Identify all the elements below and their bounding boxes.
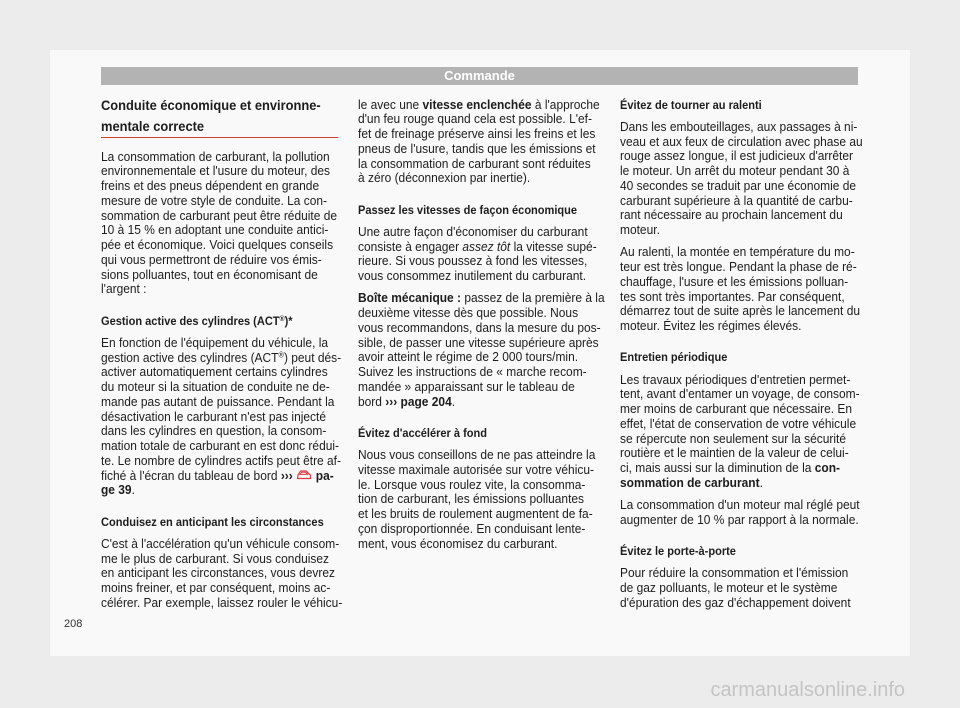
text-line bbox=[358, 240, 599, 255]
text-span: la vitesse supé- bbox=[510, 238, 597, 254]
text-span: mentale correcte bbox=[101, 117, 205, 134]
site-watermark: carmanualsonline.info bbox=[710, 679, 905, 701]
section-title bbox=[101, 95, 338, 138]
text-span: çon disproportionnée. En conduisant lente- bbox=[358, 520, 586, 536]
text-span: Au ralenti, la montée en température du mo- bbox=[620, 244, 855, 260]
subheading bbox=[620, 341, 861, 365]
text-line bbox=[358, 306, 599, 321]
text-span: moteur. bbox=[620, 222, 660, 238]
text-span: sommation de carburant peut être réduite de bbox=[101, 207, 338, 223]
subheading bbox=[101, 506, 342, 530]
text-line bbox=[101, 469, 342, 484]
text-line bbox=[101, 268, 342, 283]
bold-text: Boîte mécanique : bbox=[358, 290, 462, 306]
text-span: tion de carburant, les émissions polluantes bbox=[358, 491, 585, 507]
text-line bbox=[620, 135, 861, 150]
paragraph bbox=[101, 336, 342, 498]
text-line bbox=[620, 304, 861, 319]
page-reference: ge 39 bbox=[101, 482, 132, 498]
text-span: moins freiner, et par conséquent, moins ac- bbox=[101, 580, 331, 595]
text-line bbox=[620, 566, 861, 581]
text-span: La consommation d'un moteur mal réglé peut bbox=[620, 497, 860, 513]
text-line bbox=[620, 275, 861, 290]
paragraph bbox=[620, 120, 861, 238]
subheading bbox=[101, 305, 342, 329]
text-span: augmenter de 10 % par rapport à la normale. bbox=[620, 511, 859, 527]
text-line bbox=[101, 314, 342, 329]
text-span: tent, avant d'entamer un voyage, de consom- bbox=[620, 386, 860, 402]
text-span: sions polluantes, tout en économisant de bbox=[101, 266, 318, 282]
text-line bbox=[620, 319, 861, 334]
text-span: en anticipant les circonstances, vous devrez bbox=[101, 565, 336, 581]
text-span: Dans les embouteillages, aux passages à ni- bbox=[620, 118, 858, 134]
text-line bbox=[101, 410, 342, 425]
text-line bbox=[358, 203, 599, 218]
text-line bbox=[101, 238, 342, 253]
text-span: vous consommez inutilement du carburant. bbox=[358, 268, 587, 284]
text-line bbox=[358, 336, 599, 351]
text-line bbox=[358, 395, 599, 410]
text-span: carburant supérieure à la quantité de carbu- bbox=[620, 192, 853, 208]
paragraph bbox=[620, 566, 861, 610]
text-span: Les travaux périodiques d'entretien permet- bbox=[620, 371, 851, 387]
text-span: deuxième vitesse dès que possible. Nous bbox=[358, 305, 579, 321]
text-span: La consommation de carburant, la pollution bbox=[101, 148, 330, 164]
text-line bbox=[101, 552, 342, 567]
text-span: rant nécessaire au prochain lancement du bbox=[620, 207, 843, 223]
text-span: la consommation de carburant sont réduites bbox=[358, 155, 591, 171]
text-line bbox=[620, 387, 861, 402]
text-line bbox=[101, 336, 342, 351]
text-span: Suivez les instructions de « marche recom- bbox=[358, 364, 587, 380]
text-span: Gestion active des cylindres (ACT bbox=[101, 313, 280, 328]
text-span: mer moins de carburant que nécessaire. En bbox=[620, 401, 853, 417]
text-line bbox=[101, 537, 342, 552]
registered-mark: ® bbox=[279, 313, 285, 323]
text-line bbox=[101, 164, 342, 179]
text-span: 10 à 15 % en adoptant une conduite antici- bbox=[101, 222, 329, 238]
text-span: fet de freinage préserve ainsi les freins et les bbox=[358, 126, 596, 142]
text-line bbox=[101, 380, 342, 395]
page-reference: ››› bbox=[280, 467, 293, 483]
italic-text: assez tôt bbox=[462, 238, 511, 254]
text-line bbox=[620, 245, 861, 260]
text-span: veau et aux feux de circulation avec phase au bbox=[620, 133, 863, 149]
text-span: Entretien périodique bbox=[620, 350, 728, 365]
text-line bbox=[358, 478, 599, 493]
text-span: vitesse maximale autorisée sur votre véhicu- bbox=[358, 461, 594, 477]
text-line bbox=[358, 127, 599, 142]
text-span: environnementale et l'usure du moteur, des bbox=[101, 163, 331, 179]
bold-text: sommation de carburant bbox=[620, 474, 760, 490]
text-span: célérer. Par exemple, laissez rouler le véhicu- bbox=[101, 594, 343, 610]
text-line bbox=[620, 98, 861, 113]
text-span: pneus de l'usure, tandis que les émissions et bbox=[358, 140, 596, 156]
subheading bbox=[620, 535, 861, 559]
text-span: Une autre façon d'économiser du carburant bbox=[358, 223, 588, 239]
text-line bbox=[358, 426, 599, 441]
chapter-title: Commande bbox=[444, 68, 515, 83]
text-line bbox=[620, 476, 861, 491]
text-span: teur est très longue. Pendant la phase de ré- bbox=[620, 259, 857, 275]
paragraph bbox=[620, 498, 861, 528]
text-span: chauffage, l'usure et les émissions polluan- bbox=[620, 273, 849, 289]
text-span: tes sont très importantes. Par conséquent, bbox=[620, 288, 845, 304]
text-line bbox=[620, 417, 861, 432]
text-line bbox=[101, 483, 342, 498]
text-line bbox=[620, 432, 861, 447]
text-span: fiché à l'écran du tableau de bord bbox=[101, 467, 281, 483]
text-span: )* bbox=[284, 313, 293, 328]
text-span: . bbox=[759, 474, 763, 490]
text-span: d'épuration des gaz d'échappement doivent bbox=[620, 594, 851, 610]
text-column-3 bbox=[620, 98, 861, 619]
text-line bbox=[358, 463, 599, 478]
text-span: ) peut dés- bbox=[283, 349, 342, 365]
text-span: se répercute non seulement sur la sécurité bbox=[620, 430, 847, 446]
text-line bbox=[620, 260, 861, 275]
text-line bbox=[358, 380, 599, 395]
text-line bbox=[101, 351, 342, 366]
text-span: démarrez tout de suite après le lancement du bbox=[620, 303, 861, 319]
page-reference: pa- bbox=[315, 467, 334, 483]
text-line bbox=[620, 498, 861, 513]
text-line bbox=[101, 439, 342, 454]
text-line bbox=[101, 515, 342, 530]
text-line bbox=[620, 149, 861, 164]
text-line bbox=[101, 566, 342, 581]
text-span: le avec une bbox=[358, 96, 423, 112]
text-span: à l'approche bbox=[531, 96, 600, 112]
text-span: avoir atteint le régime de 2 000 tours/min. bbox=[358, 349, 579, 365]
text-column-2 bbox=[358, 96, 605, 559]
text-line bbox=[620, 373, 861, 388]
text-line bbox=[620, 596, 861, 611]
text-span: me le plus de carburant. Si vous conduisez bbox=[101, 550, 330, 566]
paragraph bbox=[101, 537, 342, 611]
text-span: moteur. Évitez les régimes élevés. bbox=[620, 318, 802, 334]
text-line bbox=[101, 209, 342, 224]
bold-text: vitesse enclenchée bbox=[422, 96, 532, 112]
text-span: rouge assez longue, il est judicieux d'arrêter bbox=[620, 148, 853, 164]
text-line bbox=[101, 223, 342, 238]
text-span: effet, l'état de conservation de votre véhicule bbox=[620, 415, 857, 431]
text-line bbox=[358, 157, 599, 172]
text-line bbox=[358, 365, 599, 380]
text-line bbox=[620, 581, 861, 596]
text-line bbox=[358, 350, 599, 365]
text-line bbox=[620, 179, 861, 194]
text-line bbox=[620, 461, 861, 476]
text-span: Conduisez en anticipant les circonstances bbox=[101, 514, 324, 529]
text-span: mesure de votre style de conduite. La con- bbox=[101, 192, 328, 208]
text-line bbox=[620, 350, 861, 365]
text-line bbox=[620, 290, 861, 305]
text-span: Nous vous conseillons de ne pas atteindre la bbox=[358, 447, 596, 463]
text-span: activer automatiquement certains cylindres bbox=[101, 364, 328, 380]
text-span: Conduite économique et environne- bbox=[101, 96, 321, 113]
text-line bbox=[101, 424, 342, 439]
text-span: d'un feu rouge quand cela est possible. L'ef- bbox=[358, 111, 592, 127]
text-span: Évitez d'accélérer à fond bbox=[358, 425, 488, 440]
text-line bbox=[358, 492, 599, 507]
text-span: dans les cylindres en question, la consom- bbox=[101, 423, 327, 439]
text-line bbox=[101, 596, 342, 611]
text-span: à zéro (déconnexion par inertie). bbox=[358, 170, 531, 186]
bold-text: con- bbox=[814, 460, 841, 476]
text-span: Évitez de tourner au ralenti bbox=[620, 97, 762, 112]
text-span: C'est à l'accélération qu'un véhicule consom- bbox=[101, 535, 340, 551]
paragraph bbox=[358, 448, 599, 551]
text-line bbox=[101, 395, 342, 410]
paragraph bbox=[101, 150, 342, 298]
page-reference: ››› page 204 bbox=[385, 393, 452, 409]
text-span: mande pas autant de puissance. Pendant la bbox=[101, 393, 335, 409]
text-span: routière et le maintien de la valeur de celui- bbox=[620, 445, 849, 461]
text-span: passez de la première à la bbox=[461, 290, 605, 306]
text-span: le moteur. Un arrêt du moteur pendant 30 à bbox=[620, 163, 850, 179]
text-line bbox=[358, 507, 599, 522]
text-span: sible, de passer une vitesse supérieure après bbox=[358, 334, 599, 350]
text-span: consiste à engager bbox=[358, 238, 463, 254]
text-line bbox=[101, 194, 342, 209]
text-line bbox=[358, 537, 599, 552]
text-span: désactivation le carburant n'est pas injecté bbox=[101, 408, 327, 424]
text-line bbox=[101, 179, 342, 194]
text-span: et les bruits de roulement augmentent de fa- bbox=[358, 506, 593, 522]
text-line bbox=[101, 454, 342, 469]
text-line bbox=[358, 142, 599, 157]
text-span: rieure. Si vous poussez à fond les vitesses, bbox=[358, 253, 588, 269]
text-span: Pour réduire la consommation et l'émission bbox=[620, 565, 849, 581]
text-span: l'argent : bbox=[101, 281, 147, 297]
paragraph bbox=[358, 225, 599, 284]
text-span: 40 secondes se traduit par une économie de bbox=[620, 177, 857, 193]
text-span: gestion active des cylindres (ACT bbox=[101, 349, 279, 365]
text-line bbox=[358, 225, 599, 240]
text-line bbox=[101, 365, 342, 380]
paragraph bbox=[358, 290, 605, 409]
text-span: freins et des pneus dépendent en grande bbox=[101, 178, 320, 193]
text-line bbox=[620, 194, 861, 209]
text-line bbox=[358, 321, 599, 336]
text-line bbox=[358, 254, 599, 269]
text-span: En fonction de l'équipement du véhicule, la bbox=[101, 334, 329, 350]
text-line bbox=[101, 282, 342, 297]
text-span: pée et économique. Voici quelques conseils bbox=[101, 237, 334, 252]
text-line bbox=[358, 448, 599, 463]
subheading bbox=[358, 194, 599, 218]
text-column-1 bbox=[101, 95, 342, 619]
text-line bbox=[101, 581, 342, 596]
text-line bbox=[358, 269, 599, 284]
text-line bbox=[620, 223, 861, 238]
text-line bbox=[101, 116, 338, 137]
text-line bbox=[620, 446, 861, 461]
text-line bbox=[358, 522, 599, 537]
text-span: Évitez le porte-à-porte bbox=[620, 544, 736, 559]
text-line bbox=[620, 164, 861, 179]
text-span: le. Lorsque vous roulez vite, la consomma- bbox=[358, 476, 586, 492]
text-span: vous recommandons, dans la mesure du pos- bbox=[358, 319, 601, 335]
chapter-header-bar bbox=[101, 67, 858, 85]
text-line bbox=[101, 95, 338, 116]
text-span: . bbox=[131, 482, 135, 498]
text-span: bord bbox=[358, 393, 386, 409]
car-outline-icon bbox=[296, 469, 312, 481]
text-line bbox=[620, 120, 861, 135]
text-line bbox=[620, 544, 861, 559]
subheading bbox=[358, 417, 599, 441]
text-line bbox=[358, 112, 599, 127]
page-number: 208 bbox=[64, 618, 83, 630]
text-line bbox=[620, 208, 861, 223]
text-line bbox=[358, 98, 599, 113]
text-span: mation totale de carburant en est donc rédui- bbox=[101, 438, 340, 453]
text-span: ci, mais aussi sur la diminution de la bbox=[620, 460, 815, 476]
paragraph bbox=[620, 373, 861, 491]
text-span: de gaz polluants, le moteur et le système bbox=[620, 580, 838, 596]
text-span: du moteur si la situation de conduite ne de- bbox=[101, 379, 330, 394]
text-span: . bbox=[451, 393, 456, 409]
text-span: te. Le nombre de cylindres actifs peut être af- bbox=[101, 452, 341, 468]
text-line bbox=[358, 290, 605, 306]
text-line bbox=[101, 253, 342, 268]
text-line bbox=[358, 171, 599, 186]
text-span: mandée » apparaissant sur le tableau de bbox=[358, 378, 575, 394]
paragraph bbox=[358, 98, 599, 187]
subheading bbox=[620, 98, 861, 113]
registered-mark: ® bbox=[278, 350, 284, 360]
text-span: qui vous permettront de réduire vos émis- bbox=[101, 251, 322, 267]
text-line bbox=[620, 513, 861, 528]
text-line bbox=[101, 150, 342, 165]
text-line bbox=[620, 402, 861, 417]
paragraph bbox=[620, 245, 861, 334]
text-span: Passez les vitesses de façon économique bbox=[358, 202, 578, 217]
text-span: ment, vous économisez du carburant. bbox=[358, 535, 558, 551]
